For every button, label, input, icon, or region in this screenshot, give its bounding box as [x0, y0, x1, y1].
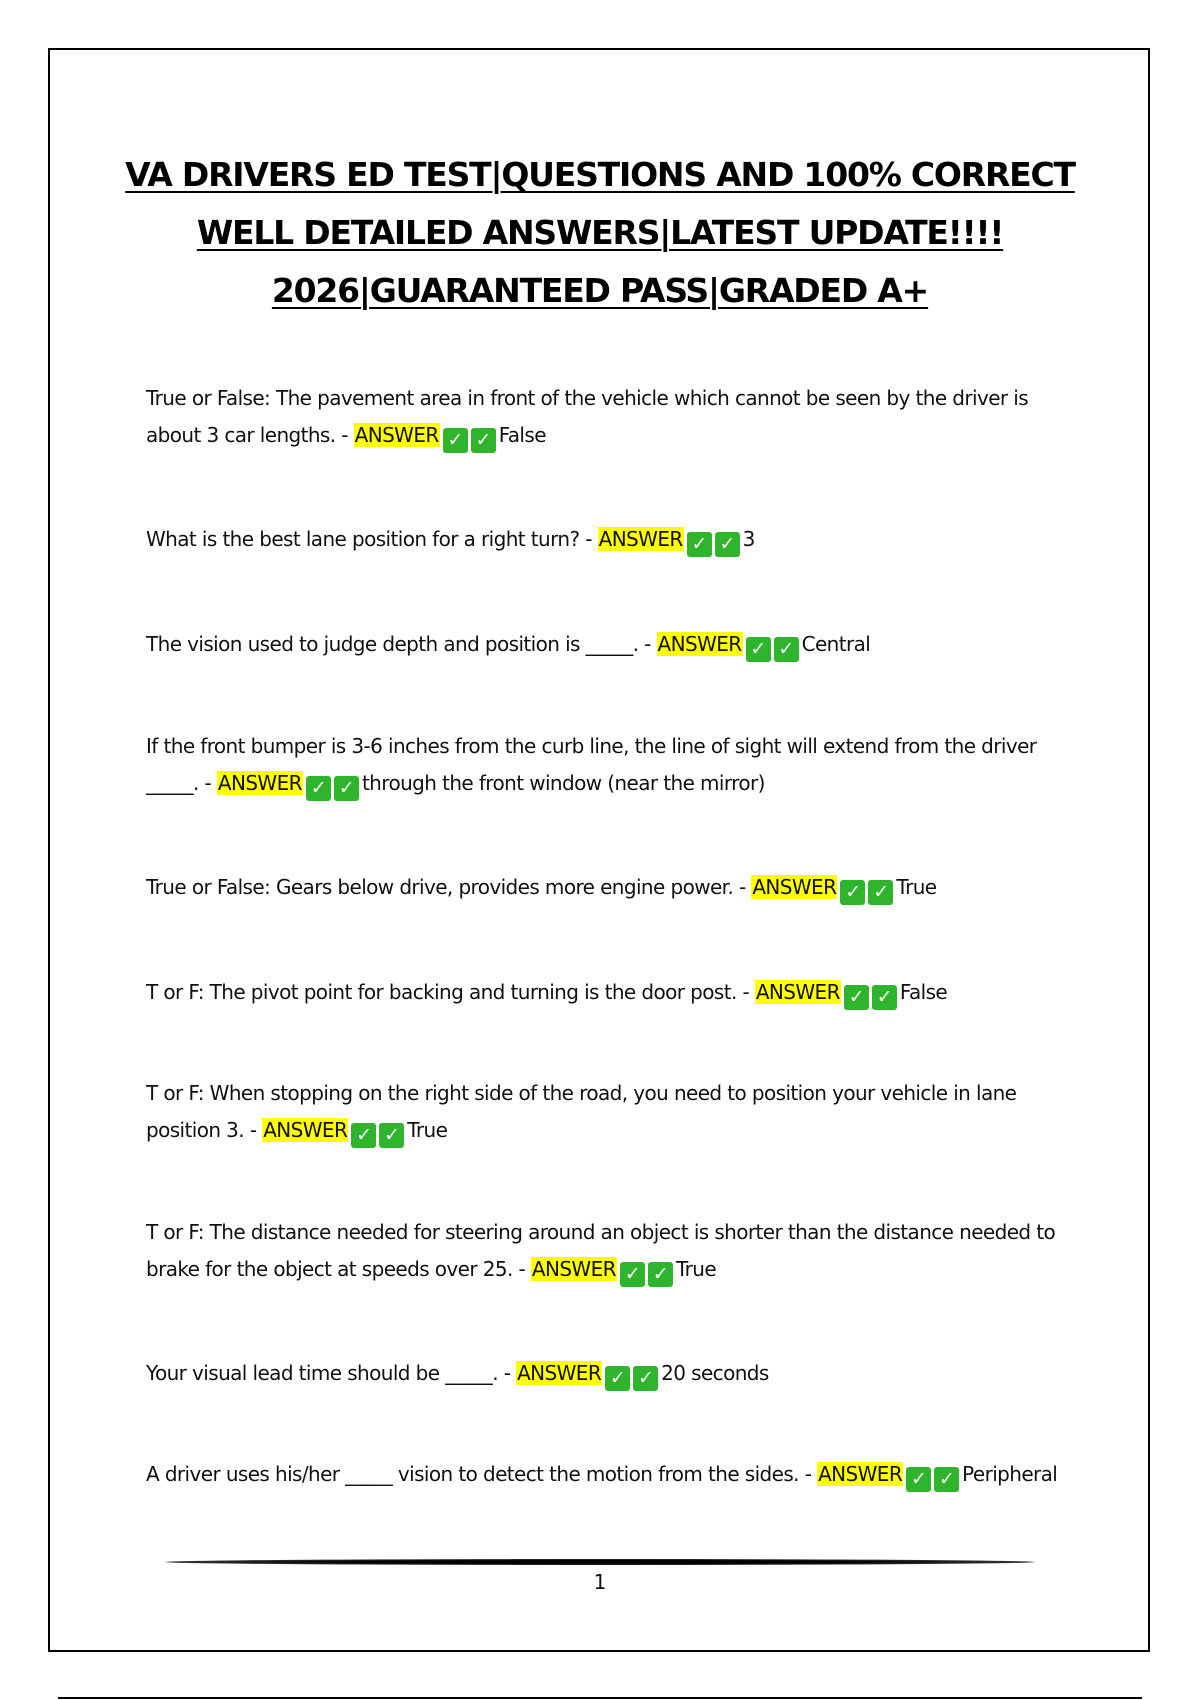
page-number: 1: [593, 1570, 607, 1594]
question-text: If the front bumper is 3-6 inches from the curb line, the line of sight will extend from the driver _____. -: [146, 734, 1037, 795]
answer-text: Central: [801, 632, 871, 656]
check-icon: ✓: [334, 776, 359, 801]
answer-text: 3: [742, 527, 755, 551]
qa-item: [146, 380, 1066, 454]
question-text: True or False: The pavement area in front of the vehicle which cannot be seen by the driver is about 3 car lengths. -: [146, 386, 1029, 447]
answer-text: Peripheral: [962, 1462, 1058, 1486]
answer-marker: ANSWER: [755, 980, 840, 1004]
check-icon: ✓: [872, 985, 897, 1010]
check-icon: ✓: [687, 532, 712, 557]
qa-item: [146, 626, 1066, 663]
qa-item: [146, 1355, 1066, 1392]
answer-text: True: [896, 875, 937, 899]
check-icon: ✓: [934, 1467, 959, 1492]
qa-item: [146, 1075, 1066, 1149]
check-icon: ✓: [715, 532, 740, 557]
check-icon: ✓: [633, 1366, 658, 1391]
answer-text: through the front window (near the mirror): [361, 771, 765, 795]
question-text: The vision used to judge depth and position is _____. -: [146, 632, 657, 656]
question-text: A driver uses his/her _____ vision to detect the motion from the sides. -: [146, 1462, 818, 1486]
check-icon: ✓: [620, 1262, 645, 1287]
document-title: [60, 146, 1140, 320]
check-icon: ✓: [648, 1262, 673, 1287]
answer-text: True: [675, 1257, 717, 1281]
qa-item: [146, 521, 1066, 558]
question-text: T or F: The distance needed for steering around an object is shorter than the distance needed to brake for the object at speeds over 25. -: [146, 1220, 1056, 1281]
question-text: T or F: The pivot point for backing and turning is the door post. -: [146, 980, 755, 1004]
check-icon: ✓: [844, 985, 869, 1010]
question-text: T or F: When stopping on the right side of the road, you need to position your vehicle in lane position 3. -: [146, 1081, 1017, 1142]
check-icon: ✓: [306, 776, 331, 801]
footer-divider: [165, 1559, 1035, 1565]
answer-text: 20 seconds: [661, 1361, 769, 1385]
title-line-3: 2026|GUARANTEED PASS|GRADED A+: [271, 271, 929, 310]
qa-item: [146, 1214, 1066, 1288]
qa-item: [146, 869, 1066, 906]
check-icon: ✓: [471, 428, 496, 453]
answer-text: True: [407, 1118, 448, 1142]
check-icon: ✓: [868, 880, 893, 905]
check-icon: ✓: [605, 1366, 630, 1391]
check-icon: ✓: [379, 1123, 404, 1148]
qa-item: [146, 1456, 1066, 1493]
check-icon: ✓: [774, 637, 799, 662]
answer-marker: ANSWER: [517, 1361, 602, 1385]
answer-marker: ANSWER: [598, 527, 683, 551]
check-icon: ✓: [906, 1467, 931, 1492]
answer-marker: ANSWER: [263, 1118, 348, 1142]
answer-text: False: [899, 980, 948, 1004]
qa-item: [146, 974, 1066, 1011]
qa-item: [146, 728, 1066, 802]
check-icon: ✓: [351, 1123, 376, 1148]
question-text: True or False: Gears below drive, provides more engine power. -: [146, 875, 752, 899]
answer-marker: ANSWER: [657, 632, 742, 656]
check-icon: ✓: [746, 637, 771, 662]
answer-marker: ANSWER: [217, 771, 302, 795]
answer-text: False: [498, 423, 546, 447]
check-icon: ✓: [840, 880, 865, 905]
question-text: Your visual lead time should be _____. -: [146, 1361, 517, 1385]
question-text: What is the best lane position for a right turn? -: [146, 527, 598, 551]
check-icon: ✓: [443, 428, 468, 453]
answer-marker: ANSWER: [531, 1257, 616, 1281]
answer-marker: ANSWER: [818, 1462, 903, 1486]
title-line-1: VA DRIVERS ED TEST|QUESTIONS AND 100% CORRECT: [125, 155, 1075, 194]
next-page-edge: [58, 1697, 1142, 1699]
title-line-2: WELL DETAILED ANSWERS|LATEST UPDATE!!!!: [196, 213, 1004, 252]
answer-marker: ANSWER: [752, 875, 837, 899]
answer-marker: ANSWER: [354, 423, 439, 447]
